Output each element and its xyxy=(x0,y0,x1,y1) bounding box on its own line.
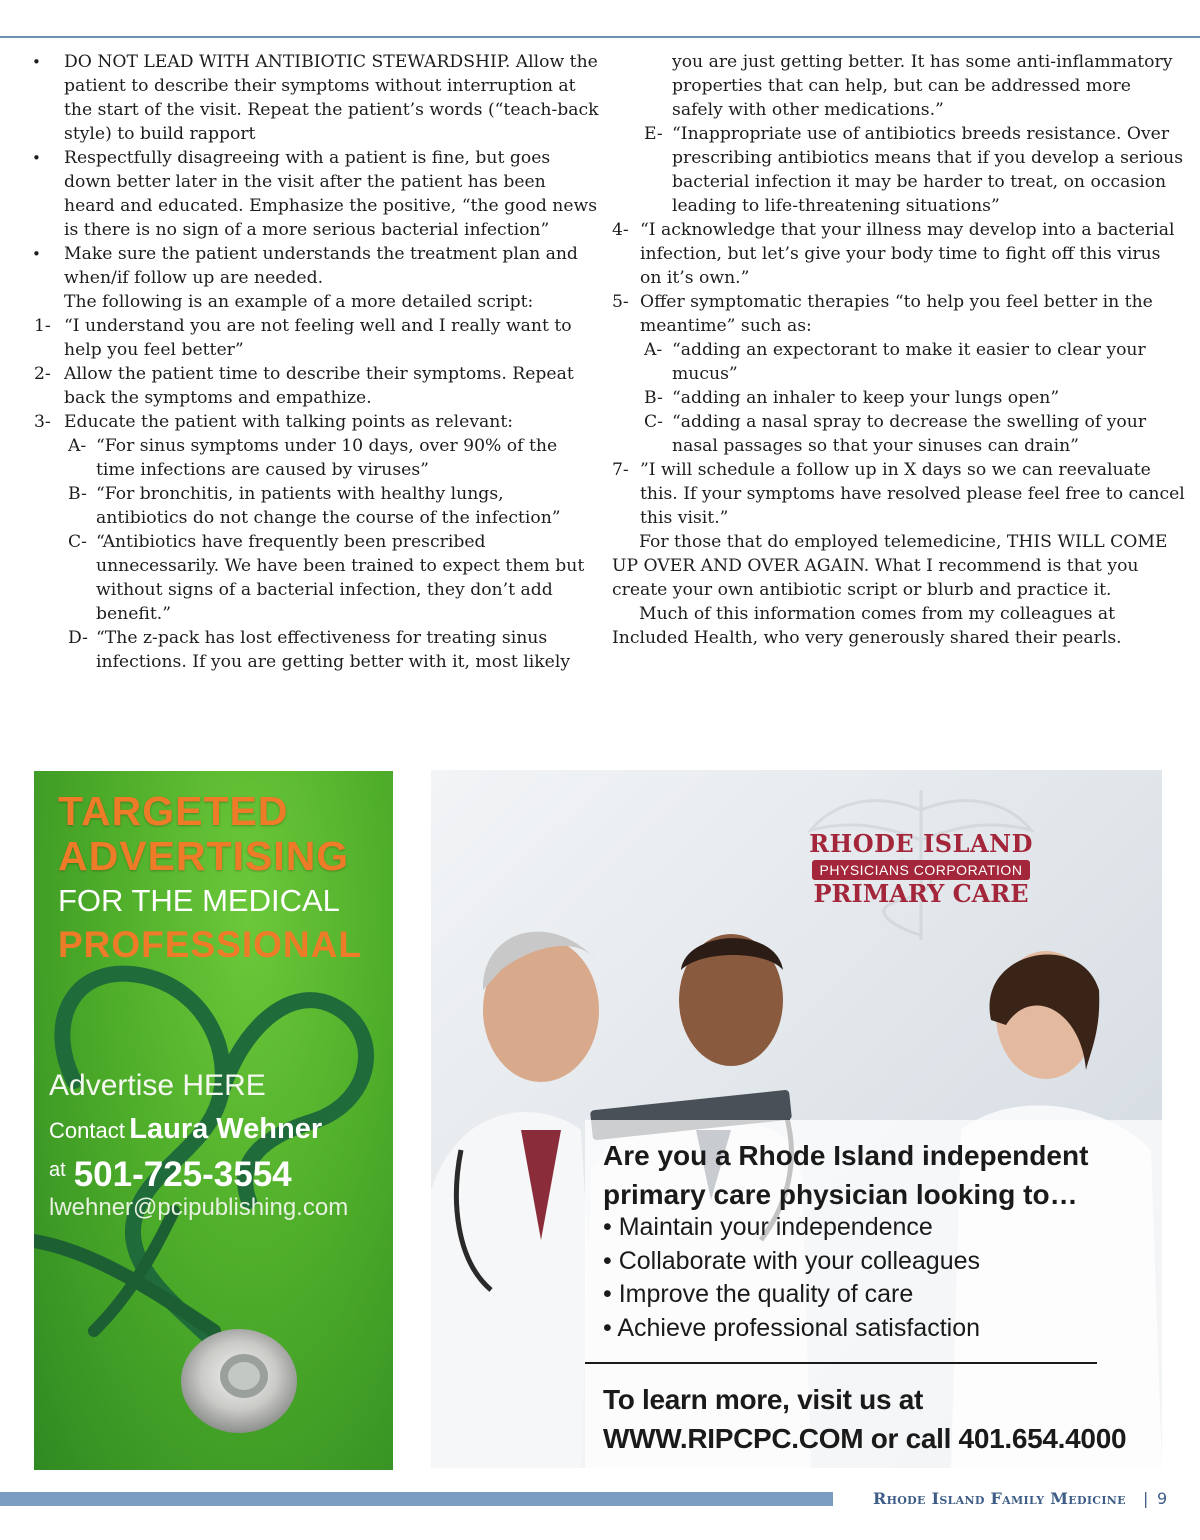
step-number: 2- xyxy=(34,364,51,384)
bullet-text: Make sure the patient understands the treatment plan and when/if follow up are needed. xyxy=(64,244,578,288)
bullet-marker: • xyxy=(32,245,41,263)
point-text: “adding an inhaler to keep your lungs open” xyxy=(672,388,1060,408)
point-marker: D- xyxy=(68,628,88,648)
logo-line: PRIMARY CARE xyxy=(813,879,1029,908)
step-text: ”I will schedule a follow up in X days so we can reevaluate this. If your symptoms have resolved please feel free to cancel this visit.” xyxy=(640,460,1185,528)
page-number: 9 xyxy=(1157,1489,1168,1508)
list-item xyxy=(612,122,1187,218)
divider xyxy=(585,1362,1097,1364)
contact-line xyxy=(49,1113,322,1146)
phone-number[interactable]: 501-725-3554 xyxy=(73,1155,292,1194)
bullet-marker: • xyxy=(32,53,41,71)
point-marker: C- xyxy=(68,532,87,552)
step-text: “I understand you are not feeling well and I really want to help you feel better” xyxy=(64,316,572,360)
point-text: “adding an expectorant to make it easier to clear your mucus” xyxy=(672,340,1146,384)
bullet-text: Respectfully disagreeing with a patient is fine, but goes down better later in the visit after the patient has been heard and educated. Emphasize the positive, “the good news is there is no sign of a more serious bacterial infection” xyxy=(64,148,598,240)
logo-badge: PHYSICIANS CORPORATION xyxy=(812,860,1031,880)
list-item xyxy=(20,146,600,242)
advertising-ad[interactable] xyxy=(34,771,393,1470)
list-item xyxy=(20,530,600,626)
closing-paragraph: For those that do employed telemedicine, THIS WILL COME UP OVER AND OVER AGAIN. What I recommend is that you create your own antibiotic script or blurb and practice it. xyxy=(612,532,1168,600)
step-text: Educate the patient with talking points as relevant: xyxy=(64,412,514,432)
point-text: “Inappropriate use of antibiotics breeds resistance. Over prescribing antibiotics means that if you develop a serious bacterial infection it may be harder to treat, on occasion leading to life-threatening situations” xyxy=(672,124,1184,216)
list-item xyxy=(20,314,600,362)
article-column-right xyxy=(612,50,1187,650)
top-rule xyxy=(0,36,1200,38)
ad-headline-line: ADVERTISING xyxy=(58,833,350,879)
point-marker: B- xyxy=(644,388,663,408)
logo-line: RHODE ISLAND xyxy=(809,829,1033,858)
list-item: • Improve the quality of care xyxy=(603,1280,914,1308)
ad-headline xyxy=(58,789,349,879)
list-item xyxy=(20,626,600,674)
contact-label: Contact xyxy=(49,1118,125,1143)
ripcpc-ad[interactable] xyxy=(431,770,1162,1468)
email-link[interactable]: lwehner@pcipublishing.com xyxy=(49,1194,349,1221)
point-text: “Antibiotics have frequently been prescribed unnecessarily. We have been trained to expect them but without signs of a bacterial infection, they don’t add benefit.” xyxy=(96,532,585,624)
point-marker: C- xyxy=(644,412,663,432)
point-text: “For sinus symptoms under 10 days, over 90% of the time infections are caused by viruses” xyxy=(96,436,558,480)
script-intro: The following is an example of a more detailed script: xyxy=(64,292,534,312)
ad-question: Are you a Rhode Island independent primary care physician looking to… xyxy=(603,1140,1089,1210)
benefits-list xyxy=(603,1211,980,1345)
footer-bar xyxy=(0,1492,833,1506)
point-marker: E- xyxy=(644,124,663,144)
list-item xyxy=(20,482,600,530)
step-number: 1- xyxy=(34,316,51,336)
list-item xyxy=(20,410,600,434)
phone-line xyxy=(49,1155,292,1195)
call-to-action[interactable] xyxy=(603,1380,1126,1458)
step-number: 5- xyxy=(612,292,629,312)
list-item xyxy=(612,290,1187,338)
contact-name: Laura Wehner xyxy=(129,1113,323,1145)
point-text: “adding a nasal spray to decrease the swelling of your nasal passages so that your sinuses can drain” xyxy=(672,412,1147,456)
list-item xyxy=(612,218,1187,290)
phone-label: at xyxy=(49,1159,66,1181)
ad-headline-line: TARGETED xyxy=(58,788,289,834)
point-text: “The z-pack has lost effectiveness for treating sinus infections. If you are getting better with it, most likely xyxy=(96,628,571,672)
list-item xyxy=(20,434,600,482)
article-column-left xyxy=(20,50,600,674)
step-text: Offer symptomatic therapies “to help you feel better in the meantime” such as: xyxy=(640,292,1153,336)
step-number: 4- xyxy=(612,220,629,240)
list-item xyxy=(612,410,1187,458)
step-number: 7- xyxy=(612,460,629,480)
ripcpc-logo xyxy=(801,782,1041,908)
list-item: • Achieve professional satisfaction xyxy=(603,1313,981,1342)
list-item xyxy=(20,242,600,290)
list-item: • Maintain your independence xyxy=(603,1213,933,1241)
list-item xyxy=(20,50,600,146)
publication-name: Rhode Island Family Medicine xyxy=(873,1489,1126,1508)
ad-subheadline-accent: PROFESSIONAL xyxy=(58,924,362,965)
closing-paragraph: Much of this information comes from my colleagues at Included Health, who very generously shared their pearls. xyxy=(612,604,1122,648)
bullet-marker: • xyxy=(32,149,41,167)
step-text: “I acknowledge that your illness may develop into a bacterial infection, but let’s give your body time to fight off this virus on it’s own.” xyxy=(640,220,1175,288)
point-marker: A- xyxy=(644,340,663,360)
cta-link[interactable]: WWW.RIPCPC.COM or call 401.654.4000 xyxy=(603,1423,1127,1454)
list-item xyxy=(612,386,1187,410)
step-text: Allow the patient time to describe their symptoms. Repeat back the symptoms and empathize. xyxy=(64,364,574,408)
advertise-here-text: Advertise HERE xyxy=(49,1069,266,1102)
point-marker: A- xyxy=(68,436,87,456)
point-text: “For bronchitis, in patients with healthy lungs, antibiotics do not change the course of the infection” xyxy=(96,484,561,528)
ad-subheadline: FOR THE MEDICAL xyxy=(58,883,340,918)
list-item xyxy=(612,338,1187,386)
list-item xyxy=(20,362,600,410)
list-item xyxy=(612,458,1187,530)
point-marker: B- xyxy=(68,484,87,504)
footer-separator: | xyxy=(1143,1489,1149,1508)
cta-line: To learn more, visit us at xyxy=(603,1384,923,1415)
bullet-text: DO NOT LEAD WITH ANTIBIOTIC STEWARDSHIP. Allow the patient to describe their symptoms without interruption at the start of the visit. Repeat the patient’s words (“teach-back style) to build rapport xyxy=(64,52,599,144)
point-continuation: you are just getting better. It has some anti-inflammatory properties that can help, but can be addressed more safely with other medications.” xyxy=(672,52,1173,120)
step-number: 3- xyxy=(34,412,51,432)
list-item: • Collaborate with your colleagues xyxy=(603,1246,981,1275)
